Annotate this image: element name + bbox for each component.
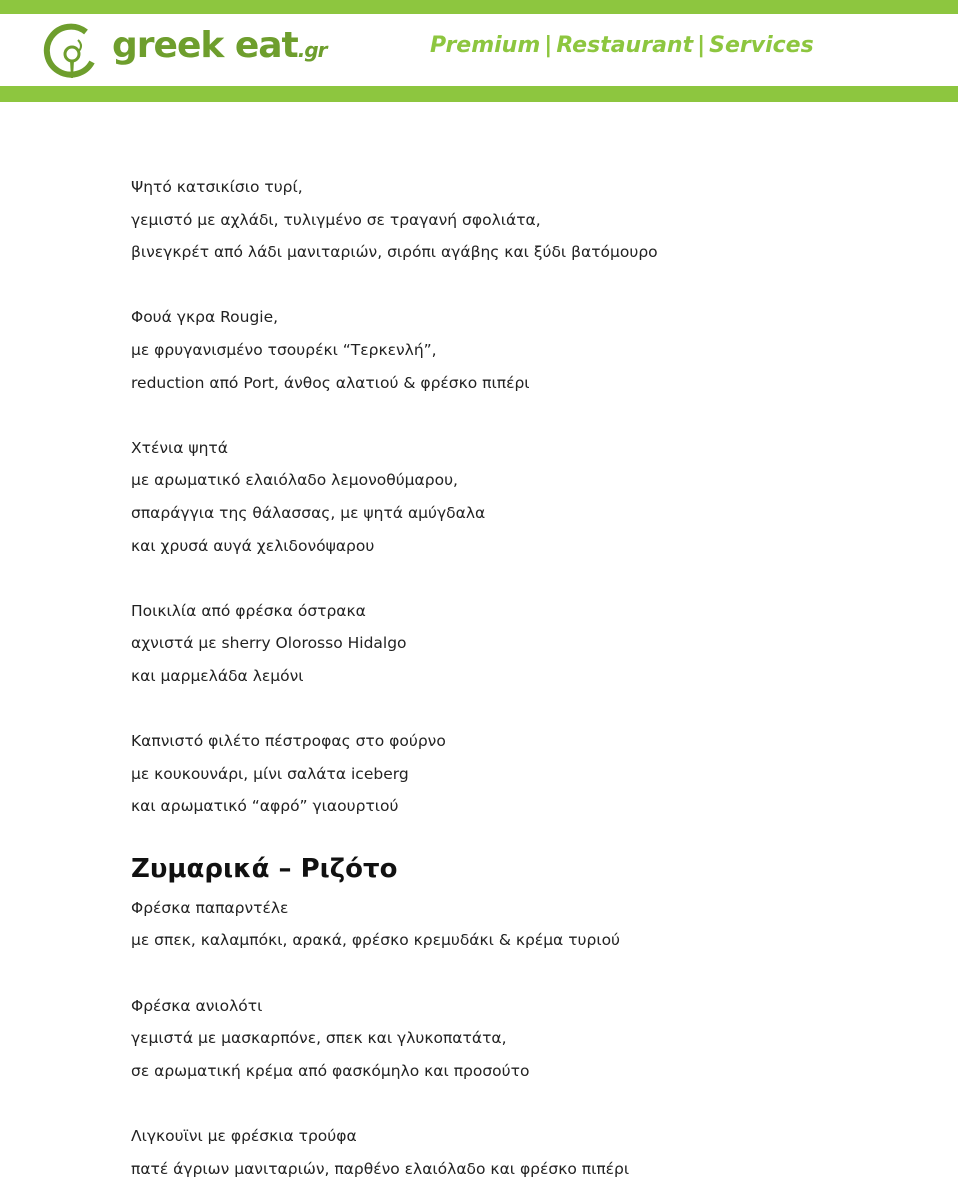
dish-description-line: σε αρωματική κρέμα από φασκόμηλο και προσούτο xyxy=(131,1061,530,1080)
dish-item xyxy=(131,990,931,1088)
tagline-restaurant: Restaurant xyxy=(556,33,694,58)
logo-suffix: .gr xyxy=(297,38,327,62)
greek-eat-logo-icon xyxy=(40,22,104,82)
dish-item xyxy=(131,171,931,269)
dish-item xyxy=(131,432,931,562)
dish-description-line: και χρυσά αυγά χελιδονόψαρου xyxy=(131,536,375,555)
dish-item xyxy=(131,595,931,693)
dish-description-line: με σπεκ, καλαμπόκι, αρακά, φρέσκο κρεμυδάκι & κρέμα τυριού xyxy=(131,931,621,950)
dish-name: Λιγκουϊνι με φρέσκια τρούφα xyxy=(131,1127,357,1146)
page-header xyxy=(0,0,958,102)
tagline-premium: Premium xyxy=(430,33,541,58)
header-tagline xyxy=(430,28,814,64)
header-bottom-bar xyxy=(0,86,958,102)
dish-name: Φρέσκα ανιολότι xyxy=(131,996,263,1015)
menu-content xyxy=(131,171,931,1185)
section-heading-pasta-risotto: Ζυμαρικά – Ριζότο xyxy=(131,853,398,884)
dish-description-line: γεμιστά με μασκαρπόνε, σπεκ και γλυκοπατάτα, xyxy=(131,1029,507,1048)
logo-wordmark[interactable] xyxy=(112,24,327,72)
logo-text: greek eat xyxy=(112,25,298,66)
dish-description-line: με φρυγανισμένο τσουρέκι “Τερκενλή”, xyxy=(131,340,437,359)
dish-item xyxy=(131,725,931,823)
dish-item xyxy=(131,301,931,399)
tagline-separator: | xyxy=(544,33,553,58)
dish-description-line: και αρωματικό “αφρό” γιαουρτιού xyxy=(131,797,399,816)
dish-description-line: reduction από Port, άνθος αλατιού & φρέσκο πιπέρι xyxy=(131,373,530,392)
dish-description-line: με κουκουνάρι, μίνι σαλάτα iceberg xyxy=(131,764,409,783)
dish-description-line: και μαρμελάδα λεμόνι xyxy=(131,666,304,685)
dish-name: Καπνιστό φιλέτο πέστροφας στο φούρνο xyxy=(131,732,446,751)
dish-description-line: βινεγκρέτ από λάδι μανιταριών, σιρόπι αγάβης και ξύδι βατόμουρο xyxy=(131,243,658,262)
dish-name: Φουά γκρα Rougie, xyxy=(131,308,279,327)
dish-description-line: σπαράγγια της θάλασσας, με ψητά αμύγδαλα xyxy=(131,503,486,522)
tagline-services: Services xyxy=(709,33,814,58)
tagline-separator: | xyxy=(697,33,706,58)
dish-item xyxy=(131,892,931,957)
dish-name: Ποικιλία από φρέσκα όστρακα xyxy=(131,601,366,620)
header-top-bar xyxy=(0,0,958,14)
dish-name: Ψητό κατσικίσιο τυρί, xyxy=(131,178,303,196)
dish-name: Χτένια ψητά xyxy=(131,438,228,457)
dish-description-line: με αρωματικό ελαιόλαδο λεμονοθύμαρου, xyxy=(131,471,458,490)
dish-item xyxy=(131,1120,931,1185)
dish-name: Φρέσκα παπαρντέλε xyxy=(131,898,289,917)
dish-description-line: πατέ άγριων μανιταριών, παρθένο ελαιόλαδο και φρέσκο πιπέρι xyxy=(131,1159,630,1178)
dish-description-line: αχνιστά με sherry Olorosso Hidalgo xyxy=(131,634,407,653)
dish-description-line: γεμιστό με αχλάδι, τυλιγμένο σε τραγανή σφολιάτα, xyxy=(131,210,541,229)
